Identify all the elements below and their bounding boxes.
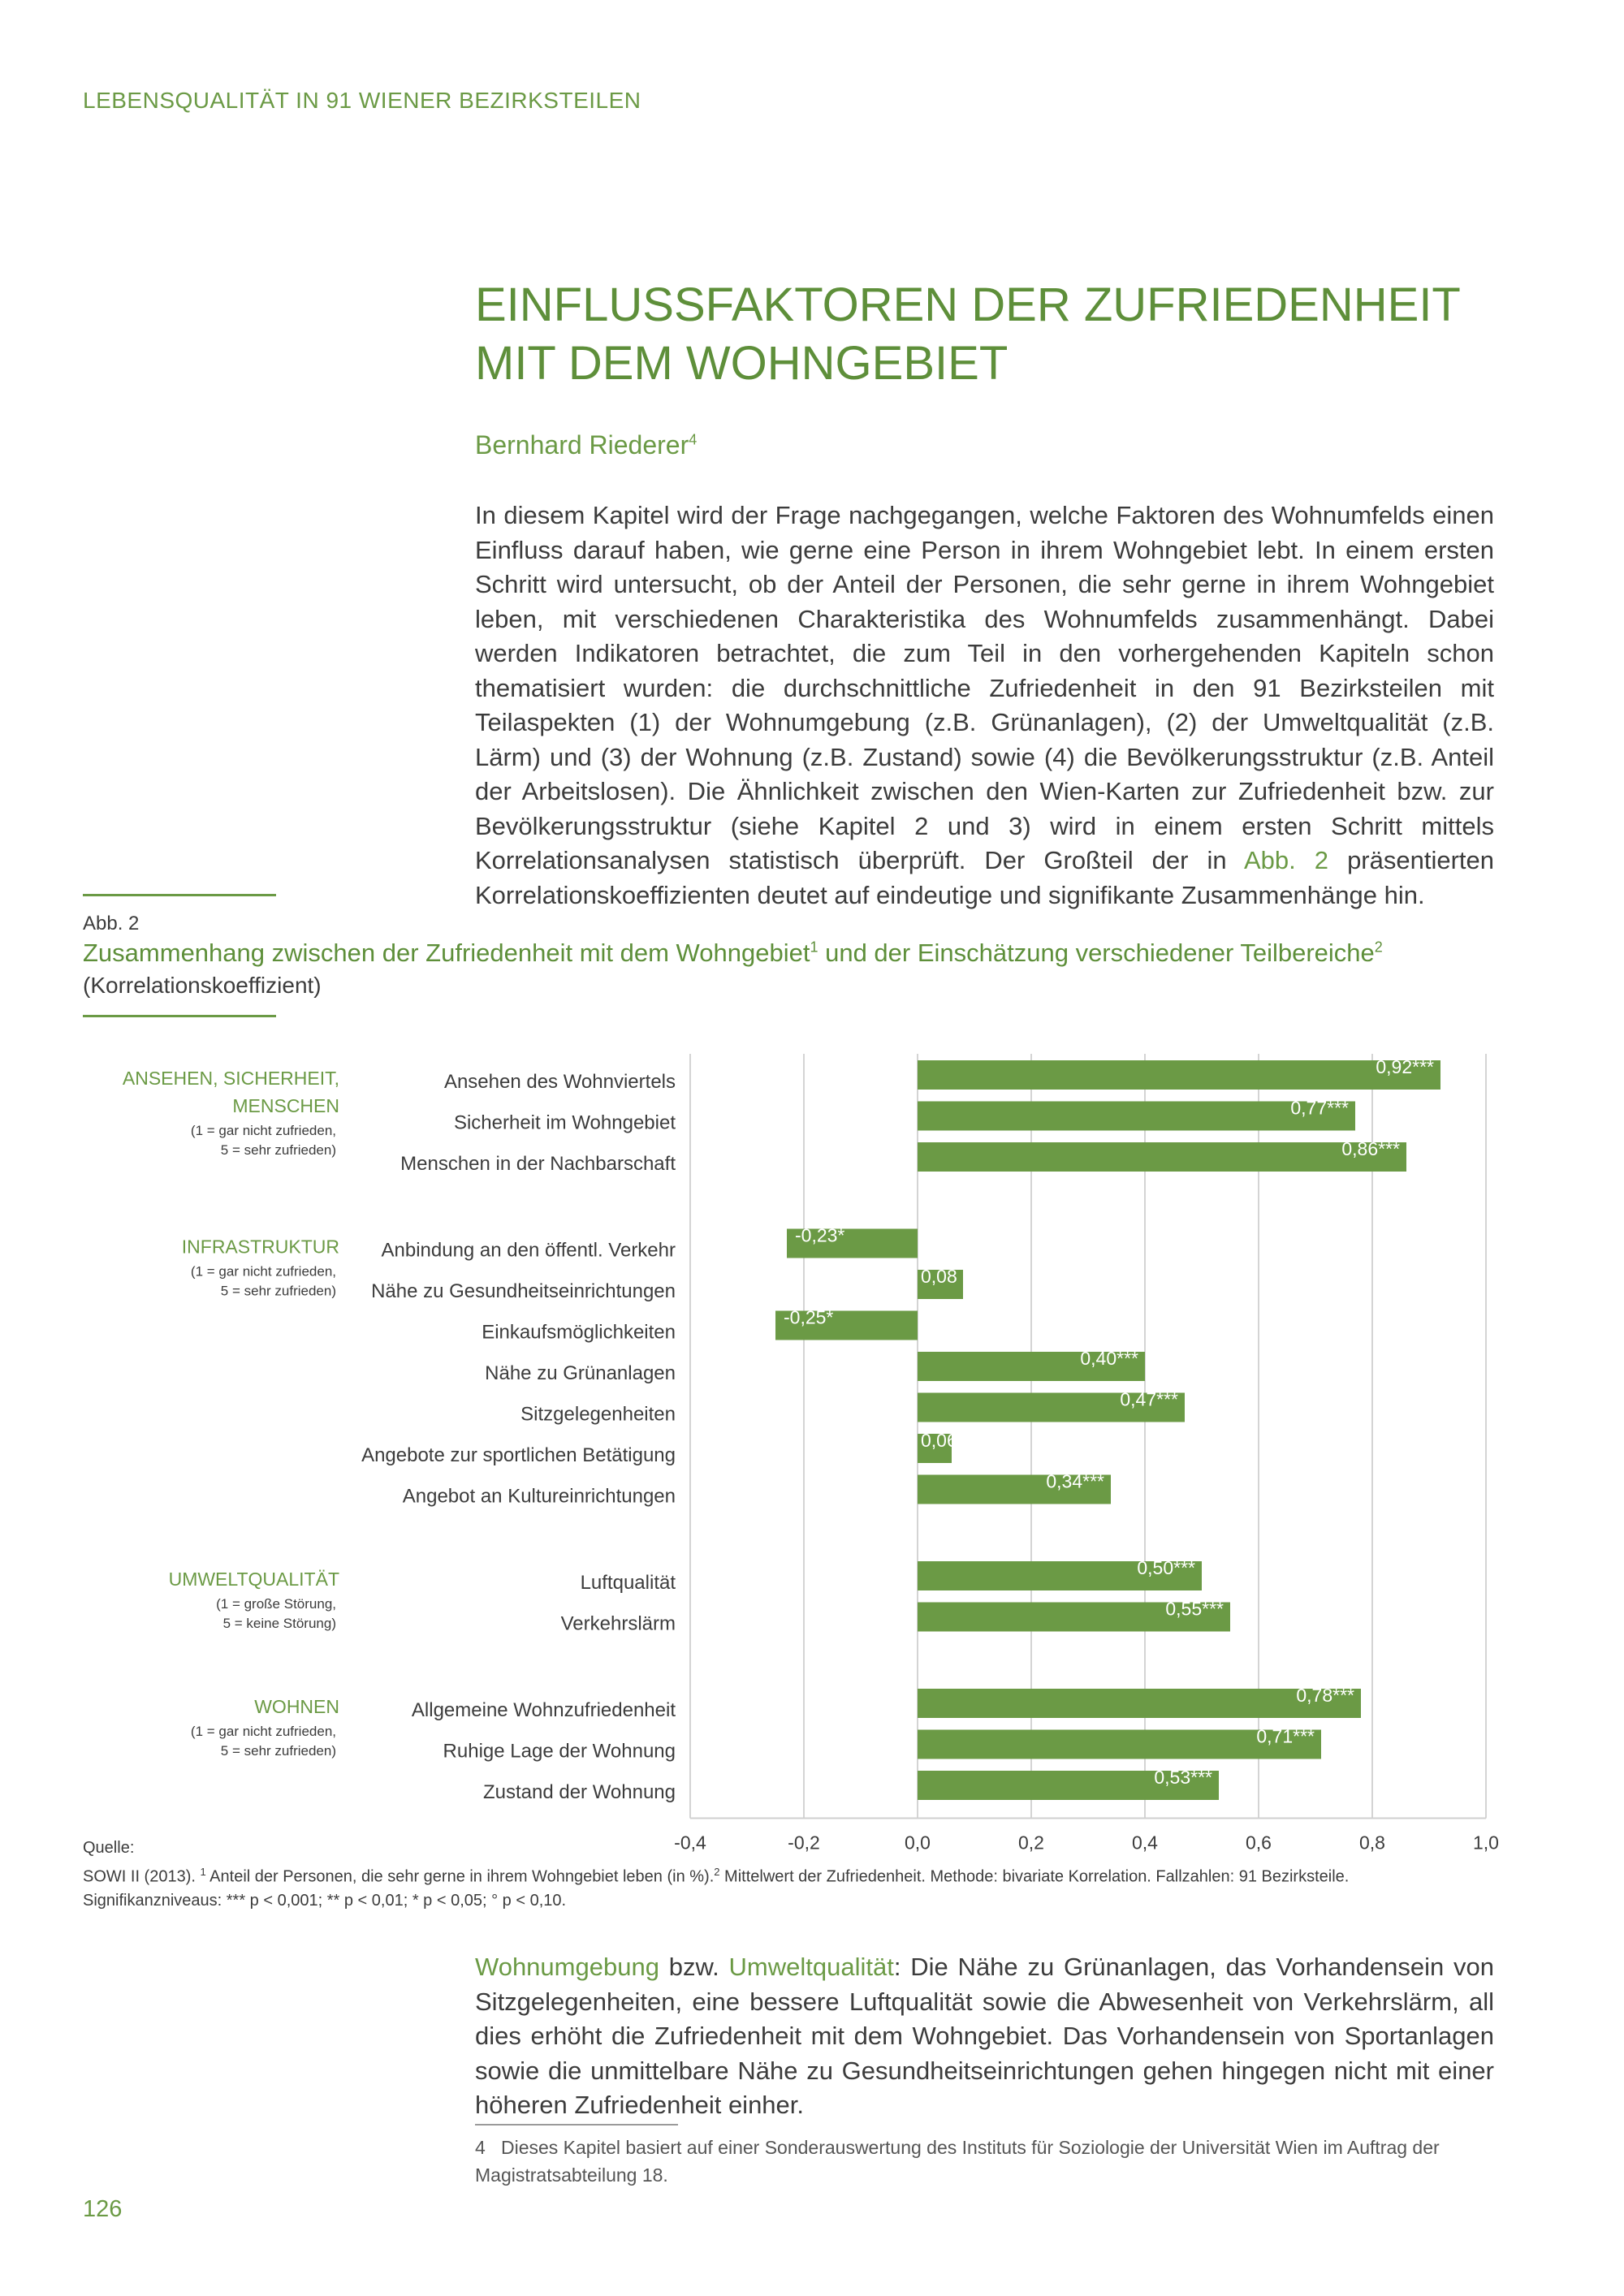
footnote-rule	[475, 2124, 678, 2126]
data-label: 0,06	[921, 1430, 957, 1451]
group-scale-note: (1 = gar nicht zufrieden,	[190, 1724, 336, 1739]
chapter-title-line1: EINFLUSSFAKTOREN DER ZUFRIEDENHEIT	[475, 278, 1461, 331]
figure-title-b: und der Einschätzung verschiedener Teilbereiche	[818, 939, 1375, 967]
source-sup1: 1	[200, 1866, 206, 1878]
x-tick-label: 0,2	[1018, 1832, 1044, 1854]
bar	[918, 1102, 1355, 1131]
group-scale-note: 5 = keine Störung)	[222, 1616, 336, 1631]
footnote-number: 4	[475, 2137, 486, 2158]
group-label: MENSCHEN	[232, 1095, 339, 1116]
data-label: 0,53***	[1154, 1767, 1212, 1788]
category-label: Nähe zu Gesundheitseinrichtungen	[371, 1280, 676, 1302]
footnote-text: Dieses Kapitel basiert auf einer Sonderauswertung des Instituts für Soziologie der Universität Wien im Auftrag der Magistratsabteilung 18.	[475, 2137, 1440, 2186]
data-label: 0,34***	[1046, 1470, 1104, 1492]
group-scale-note: 5 = sehr zufrieden)	[220, 1142, 336, 1158]
after-chart-mid: bzw.	[659, 1953, 729, 1981]
running-head: LEBENSQUALITÄT IN 91 WIENER BEZIRKSTEILEN	[83, 88, 641, 113]
source-sup2: 2	[714, 1866, 720, 1878]
wohnumgebung-link[interactable]: Wohnumgebung	[475, 1953, 659, 1981]
data-label: 0,92***	[1376, 1056, 1434, 1077]
x-tick-label: -0,4	[674, 1832, 706, 1854]
group-label: WOHNEN	[254, 1696, 339, 1717]
x-tick-label: -0,2	[788, 1832, 820, 1854]
category-label: Menschen in der Nachbarschaft	[400, 1153, 676, 1175]
bar	[918, 1142, 1406, 1172]
after-chart-text: : Die Nähe zu Grünanlagen, das Vorhandensein von Sitzgelegenheiten, eine bessere Luftqualität sowie die Abwesenheit von Verkehrslärm, all dies erhöht die Zufriedenheit mit dem Wohngebiet. Das Vorhandensein von Sportanlagen sowie die unmittelbare Nähe zu Gesundheitseinrichtungen gehen hingegen nicht mit einer höheren Zufriedenheit einher.	[475, 1953, 1494, 2119]
data-label: 0,77***	[1290, 1097, 1349, 1119]
source-line1-a: SOWI II (2013).	[83, 1867, 201, 1886]
author	[475, 430, 697, 460]
data-label: 0,78***	[1296, 1685, 1354, 1706]
data-label: -0,23*	[795, 1224, 845, 1246]
category-label: Sitzgelegenheiten	[520, 1403, 676, 1426]
category-label: Nähe zu Grünanlagen	[485, 1362, 676, 1384]
x-tick-label: 0,6	[1246, 1832, 1272, 1854]
source-label: Quelle:	[83, 1839, 135, 1857]
figure-rule-bottom	[83, 1015, 276, 1017]
figure-source	[83, 1836, 1349, 1913]
group-label: INFRASTRUKTUR	[181, 1236, 339, 1258]
author-name: Bernhard Riederer	[475, 430, 689, 460]
data-label: 0,55***	[1165, 1598, 1224, 1620]
figure-title-sup1: 1	[810, 939, 818, 956]
category-label: Einkaufsmöglichkeiten	[482, 1321, 676, 1344]
umweltqualitaet-link[interactable]: Umweltqualität	[728, 1953, 894, 1981]
category-label: Sicherheit im Wohngebiet	[453, 1111, 676, 1134]
source-line1	[83, 1860, 1349, 1889]
group-scale-note: (1 = gar nicht zufrieden,	[190, 1123, 336, 1138]
intro-text-a: In diesem Kapitel wird der Frage nachgegangen, welche Faktoren des Wohnumfelds einen Einfluss darauf haben, wie gerne eine Person in ihrem Wohngebiet lebt. In einem ersten Schritt wird untersucht, ob der Anteil der Personen, die sehr gerne in ihrem Wohngebiet leben, mit verschiedenen Charakteristika des Wohnumfelds zusammenhängt. Dabei werden Indikatoren betrachtet, die zum Teil in den vorhergehenden Kapiteln schon thematisiert wurden: die durchschnittliche Zufriedenheit in den 91 Bezirksteilen mit Teilaspekten (1) der Wohnumgebung (z.B. Grünanlagen), (2) der Umweltqualität (z.B. Lärm) und (3) der Wohnung (z.B. Zustand) sowie (4) die Bevölkerungsstruktur (z.B. Anteil der Arbeitslosen). Die Ähnlichkeit zwischen den Wien-Karten zur Zufriedenheit bzw. zur Bevölkerungsstruktur (siehe Kapitel 2 und 3) wird in einem ersten Schritt mittels Korrelationsanalysen statistisch überprüft. Der Großteil der in	[475, 501, 1494, 874]
category-label: Luftqualität	[580, 1572, 676, 1594]
bar	[918, 1060, 1440, 1090]
group-scale-note: 5 = sehr zufrieden)	[220, 1283, 336, 1299]
x-tick-label: 0,0	[905, 1832, 931, 1854]
chapter-title	[475, 276, 1531, 393]
footnote	[475, 2134, 1449, 2189]
group-label: UMWELTQUALITÄT	[168, 1569, 339, 1590]
intro-text-b: präsentierten Korrelationskoeffizienten deutet auf eindeutige und signifikante Zusammenhänge hin.	[475, 846, 1495, 909]
data-label: -0,25*	[784, 1306, 834, 1328]
figure-subtitle: (Korrelationskoeffizient)	[83, 973, 322, 998]
source-line2: Signifikanzniveaus: *** p < 0,001; ** p < 0,01; * p < 0,05; ° p < 0,10.	[83, 1891, 567, 1910]
figure-rule-top	[83, 894, 276, 896]
intro-paragraph	[475, 498, 1494, 913]
category-label: Angebot an Kultureinrichtungen	[402, 1485, 676, 1508]
figure-title	[83, 939, 1544, 968]
data-label: 0,50***	[1137, 1557, 1195, 1578]
group-scale-note: (1 = gar nicht zufrieden,	[190, 1263, 336, 1280]
data-label: 0,86***	[1341, 1138, 1400, 1159]
x-tick-label: 1,0	[1473, 1832, 1499, 1854]
data-label: 0,08	[921, 1266, 957, 1287]
category-label: Verkehrslärm	[560, 1612, 676, 1635]
chapter-title-line2: MIT DEM WOHNGEBIET	[475, 337, 1009, 390]
category-label: Ruhige Lage der Wohnung	[443, 1740, 676, 1763]
figure-title-a: Zusammenhang zwischen der Zufriedenheit mit dem Wohngebiet	[83, 939, 810, 967]
group-label: ANSEHEN, SICHERHEIT,	[122, 1068, 339, 1089]
source-line1-c: Mittelwert der Zufriedenheit. Methode: bivariate Korrelation. Fallzahlen: 91 Bezirksteile.	[719, 1867, 1350, 1886]
data-label: 0,47***	[1120, 1388, 1178, 1410]
page-number: 126	[83, 2196, 123, 2222]
data-label: 0,71***	[1256, 1725, 1315, 1747]
figure-title-sup2: 2	[1374, 939, 1383, 956]
after-chart-paragraph	[475, 1950, 1494, 2123]
figure-reference-link[interactable]: Abb. 2	[1243, 846, 1329, 874]
source-line1-b: Anteil der Personen, die sehr gerne in ihrem Wohngebiet leben (in %).	[205, 1867, 715, 1886]
category-label: Angebote zur sportlichen Betätigung	[361, 1444, 676, 1466]
category-label: Allgemeine Wohnzufriedenheit	[411, 1699, 676, 1721]
data-label: 0,40***	[1080, 1348, 1138, 1369]
category-label: Ansehen des Wohnviertels	[443, 1071, 676, 1093]
chart-labels	[123, 1056, 1499, 1854]
x-tick-label: 0,8	[1359, 1832, 1385, 1854]
bar	[918, 1689, 1361, 1718]
category-label: Anbindung an den öffentl. Verkehr	[381, 1239, 676, 1262]
author-footnote-marker: 4	[689, 431, 698, 448]
figure-number: Abb. 2	[83, 913, 140, 934]
group-scale-note: 5 = sehr zufrieden)	[220, 1743, 336, 1759]
category-label: Zustand der Wohnung	[482, 1781, 676, 1803]
group-scale-note: (1 = große Störung,	[216, 1596, 336, 1612]
x-tick-label: 0,4	[1132, 1832, 1158, 1854]
